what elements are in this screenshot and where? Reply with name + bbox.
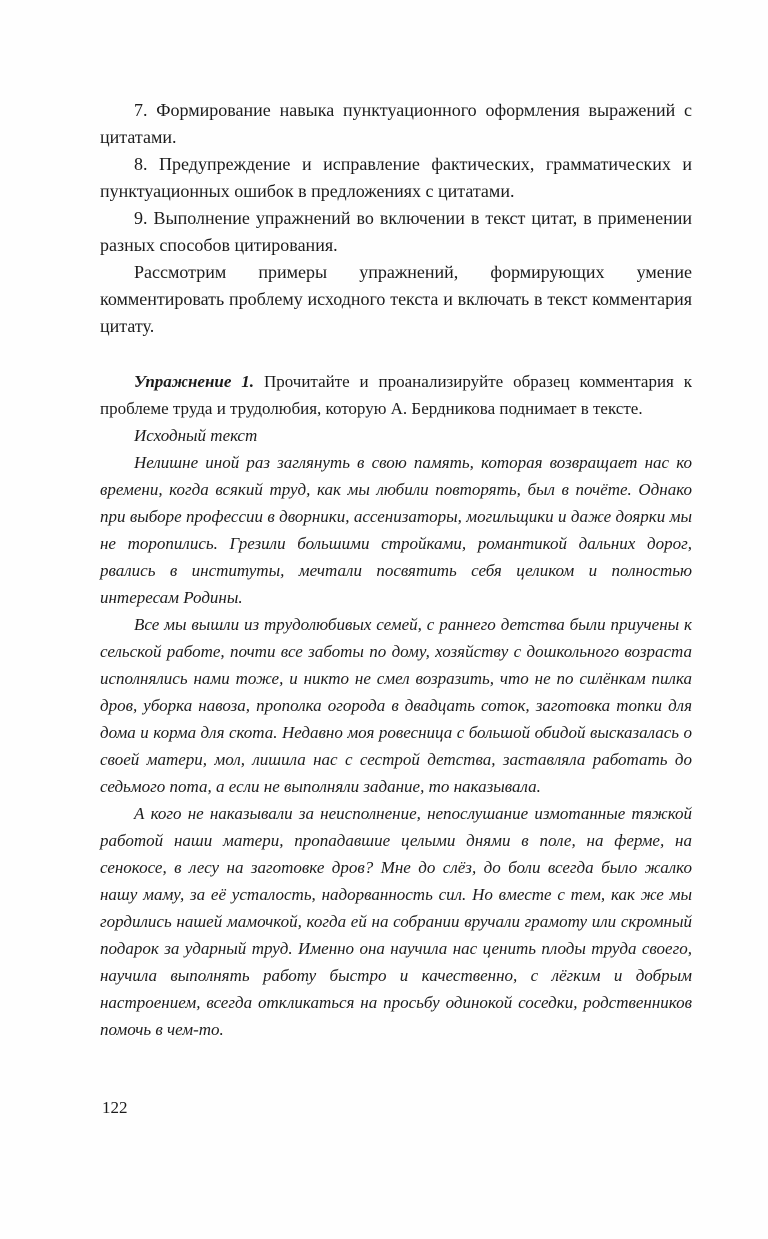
page-content xyxy=(100,97,692,1043)
exercise-paragraph xyxy=(100,368,692,422)
source-text-label: Исходный текст xyxy=(134,426,258,445)
list-item-8: 8. Предупреждение и исправление фактических, грамматических и пунктуационных ошибок в предложениях с цитатами. xyxy=(100,154,692,201)
intro-paragraph: Рассмотрим примеры упражнений, формирующих умение комментировать проблему исходного текста и включать в текст комментария цитату. xyxy=(100,262,692,336)
source-paragraph-3: А кого не наказывали за неисполнение, непослушание измотанные тяжкой работой наши матери, пропадавшие целыми днями в поле, на ферме, на сенокосе, в лесу на заготовке дров? Мне до слёз, до боли всегда было жалко нашу маму, за её усталость, надорванность сил. Но вместе с тем, как же мы гордились нашей мамочкой, когда ей на собрании вручали грамоту или скромный подарок за ударный труд. Именно она научила нас ценить плоды труда своего, научила выполнять работу быстро и качественно, с лёгким и добрым настроением, всегда откликаться на просьбу одинокой соседки, родственников помочь в чем-то. xyxy=(100,804,692,1039)
exercise-label: Упражнение 1. xyxy=(134,372,255,391)
page-number: 122 xyxy=(102,1098,128,1117)
list-item-9: 9. Выполнение упражнений во включении в текст цитат, в применении разных способов цитирования. xyxy=(100,208,692,255)
source-paragraph-1: Нелишне иной раз заглянуть в свою память, которая возвращает нас ко времени, когда всякий труд, как мы любили повторять, был в почёте. Однако при выборе профессии в дворники, ассенизаторы, могильщики и даже доярки мы не торопились. Грезили большими стройками, романтикой дальних дорог, рвались в институты, мечтали посвятить себя целиком и полностью интересам Родины. xyxy=(100,453,692,607)
source-paragraph-2: Все мы вышли из трудолюбивых семей, с раннего детства были приучены к сельской работе, почти все заботы по дому, хозяйству с дошкольного возраста исполнялись нами тоже, и никто не смел возразить, что не по силёнкам пилка дров, уборка навоза, прополка огорода в двадцать соток, заготовка топки для дома и корма для скота. Недавно моя ровесница с большой обидой высказалась о своей матери, мол, лишила нас с сестрой детства, заставляла работать до седьмого пота, а если не выполняли задание, то наказывала. xyxy=(100,615,692,796)
list-item-7: 7. Формирование навыка пунктуационного оформления выражений с цитатами. xyxy=(100,100,692,147)
exercise-text: Прочитайте и проанализируйте образец комментария к проблеме труда и трудолюбия, которую А. Бердникова поднимает в тексте. xyxy=(100,372,692,418)
